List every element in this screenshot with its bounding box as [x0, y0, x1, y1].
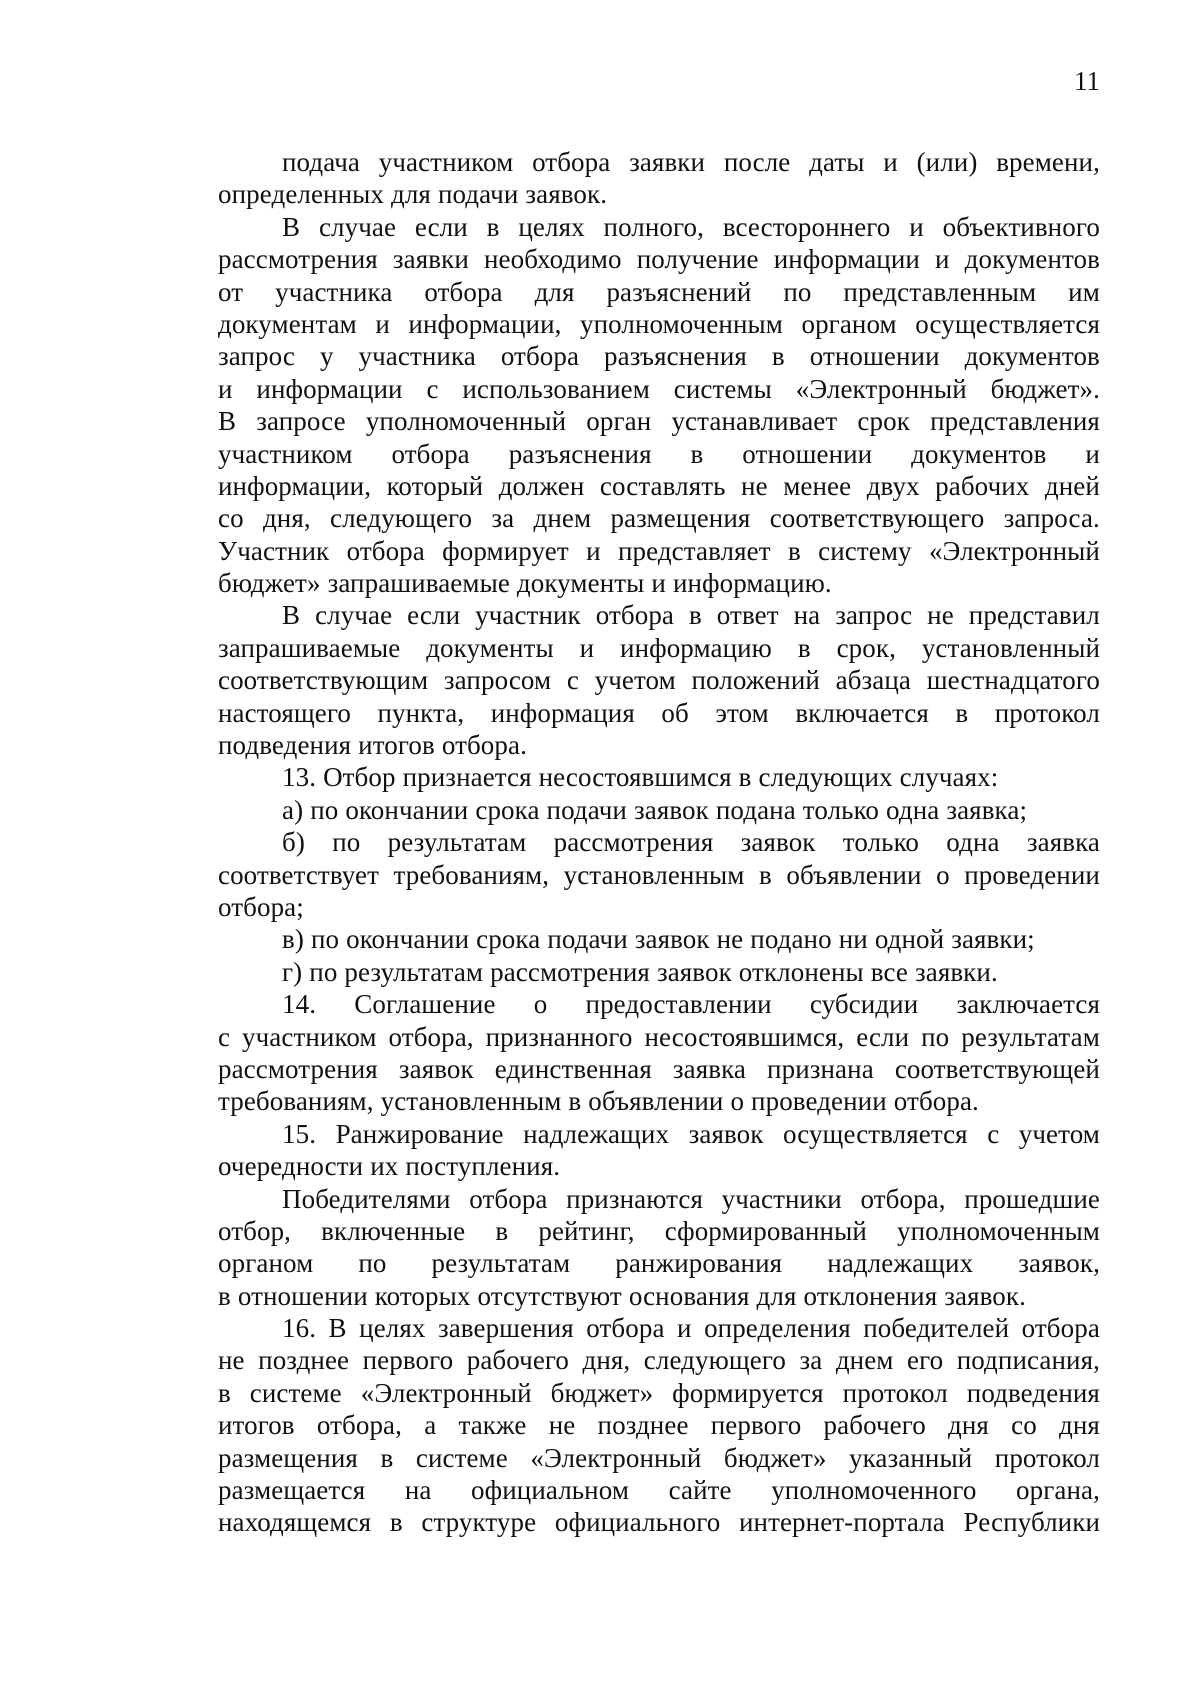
text-line: размещается на официальном сайте уполномоченного органа, [218, 1475, 1100, 1506]
text-line: 13. Отбор признается несостоявшимся в следующих случаях: [282, 762, 999, 793]
text-line: с участником отбора, признанного несостоявшимся, если по результатам [218, 1021, 1100, 1052]
text-line: определенных для подачи заявок. [218, 179, 608, 210]
text-line: 16. В целях завершения отбора и определения победителей отбора [282, 1313, 1100, 1344]
text-line: а) по окончании срока подачи заявок подана только одна заявка; [282, 794, 1028, 825]
text-line: и информации с использованием системы «Электронный бюджет». [218, 373, 1100, 404]
text-line: В случае если участник отбора в ответ на запрос не представил [282, 600, 1100, 631]
text-line: Победителями отбора признаются участники отбора, прошедшие [282, 1183, 1100, 1214]
text-line: органом по результатам ранжирования надлежащих заявок, [218, 1248, 1100, 1279]
text-line: от участника отбора для разъяснений по представленным им [218, 276, 1100, 307]
text-line: со дня, следующего за днем размещения соответствующего запроса. [218, 503, 1100, 534]
text-line: 14. Соглашение о предоставлении субсидии заключается [282, 989, 1100, 1020]
text-line: бюджет» запрашиваемые документы и информацию. [218, 568, 832, 599]
text-line: г) по результатам рассмотрения заявок отклонены все заявки. [282, 956, 998, 987]
text-line: В случае если в целях полного, всестороннего и объективного [282, 211, 1100, 242]
text-line: настоящего пункта, информация об этом включается в протокол [218, 697, 1100, 728]
text-line: запрос у участника отбора разъяснения в отношении документов [218, 341, 1100, 372]
text-line: требованиям, установленным в объявлении о проведении отбора. [218, 1086, 979, 1117]
text-line: 15. Ранжирование надлежащих заявок осуществляется с учетом [282, 1118, 1100, 1149]
text-line: Участник отбора формирует и представляет в систему «Электронный [218, 535, 1100, 566]
text-line: соответствует требованиям, установленным в объявлении о проведении [218, 859, 1100, 890]
document-body [218, 146, 1100, 1539]
text-line: отбора; [218, 891, 304, 922]
text-line: участником отбора разъяснения в отношении документов и [218, 438, 1100, 469]
text-line: рассмотрения заявки необходимо получение информации и документов [218, 244, 1100, 275]
text-line: в) по окончании срока подачи заявок не подано ни одной заявки; [282, 924, 1035, 955]
text-line: подача участником отбора заявки после даты и (или) времени, [282, 147, 1100, 177]
text-line: документам и информации, уполномоченным органом осуществляется [218, 308, 1100, 339]
text-line: размещения в системе «Электронный бюджет» указанный протокол [218, 1442, 1100, 1473]
text-line: не позднее первого рабочего дня, следующего за днем его подписания, [218, 1345, 1100, 1376]
text-line: запрашиваемые документы и информацию в срок, установленный [218, 632, 1100, 663]
text-line: в системе «Электронный бюджет» формируется протокол подведения [218, 1377, 1100, 1408]
text-line: В запросе уполномоченный орган устанавливает срок представления [218, 406, 1100, 437]
text-line: очередности их поступления. [218, 1151, 561, 1182]
text-line: рассмотрения заявок единственная заявка признана соответствующей [218, 1053, 1100, 1084]
text-line: в отношении которых отсутствуют основания для отклонения заявок. [218, 1280, 1026, 1311]
text-line: б) по результатам рассмотрения заявок только одна заявка [282, 827, 1100, 858]
page-number: 11 [1074, 66, 1100, 96]
text-line: отбор, включенные в рейтинг, сформированный уполномоченным [218, 1215, 1100, 1246]
text-line: информации, который должен составлять не менее двух рабочих дней [218, 470, 1100, 501]
text-line: соответствующим запросом с учетом положений абзаца шестнадцатого [218, 665, 1100, 696]
text-line: итогов отбора, а также не позднее первого рабочего дня со дня [218, 1410, 1100, 1441]
text-line: находящемся в структуре официального интернет-портала Республики [218, 1507, 1100, 1538]
text-line: подведения итогов отбора. [218, 730, 527, 761]
